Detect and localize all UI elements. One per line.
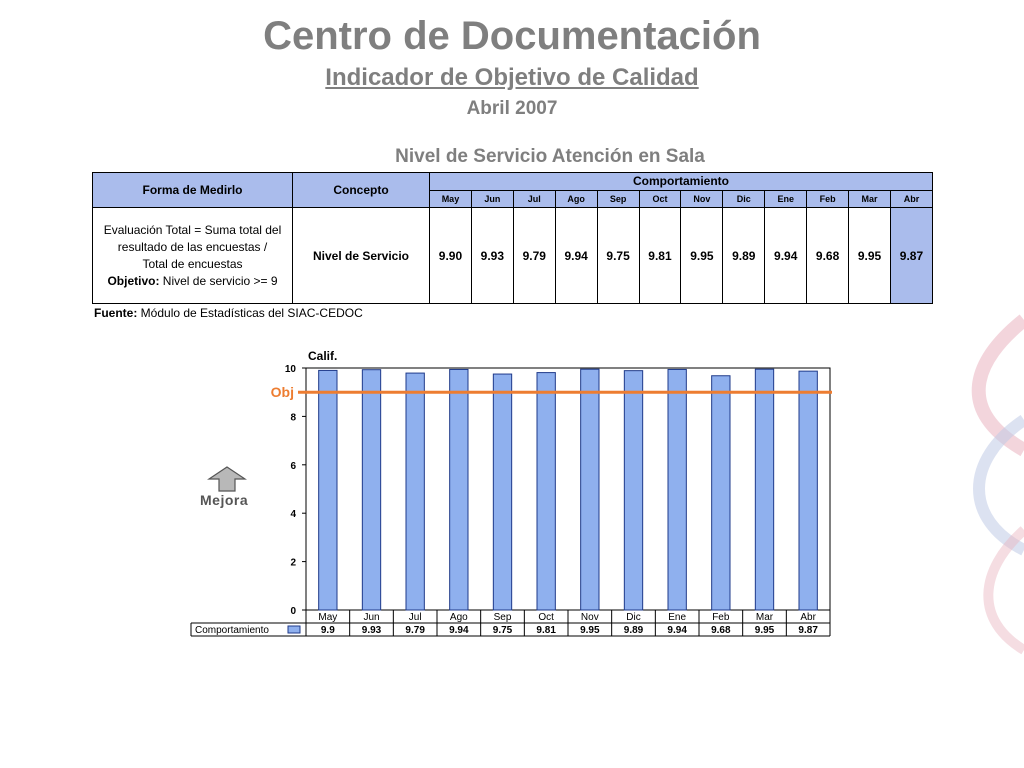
- header-forma: Forma de Medirlo: [93, 173, 293, 208]
- month-header: Jun: [471, 190, 513, 208]
- report-period: Abril 2007: [466, 98, 558, 119]
- data-label: 9.75: [492, 625, 513, 636]
- data-label: 9.94: [449, 625, 469, 636]
- y-tick-label: 2: [290, 557, 296, 569]
- x-tick-label: May: [318, 612, 338, 623]
- y-tick-label: 6: [290, 460, 296, 472]
- source-text: Módulo de Estadísticas del SIAC-CEDOC: [137, 306, 363, 320]
- x-tick-label: Dic: [626, 612, 641, 623]
- y-tick-label: 4: [290, 509, 296, 521]
- value-cell: 9.95: [681, 208, 723, 304]
- value-cell: 9.93: [471, 208, 513, 304]
- value-cell: 9.90: [430, 208, 472, 304]
- page-subtitle: Indicador de Objetivo de Calidad: [325, 64, 699, 91]
- x-tick-label: Oct: [538, 612, 554, 623]
- bar: [537, 373, 555, 610]
- bar: [319, 370, 337, 610]
- bar: [799, 371, 817, 610]
- value-cell-current: 9.87: [890, 208, 932, 304]
- objetivo-label: Objetivo:: [107, 273, 160, 288]
- value-cell: 9.79: [513, 208, 555, 304]
- bar: [406, 373, 424, 610]
- data-label: 9.95: [580, 625, 600, 636]
- mejora-label: Mejora: [200, 492, 249, 508]
- data-label: 9.9: [320, 625, 335, 636]
- bar: [493, 374, 511, 610]
- value-cell: 9.94: [765, 208, 807, 304]
- month-header: Ene: [765, 190, 807, 208]
- data-label: 9.79: [405, 625, 425, 636]
- objective-label: Obj: [270, 384, 294, 401]
- decorative-swoosh: [934, 300, 1024, 660]
- month-header: Nov: [681, 190, 723, 208]
- x-tick-label: Mar: [755, 612, 774, 623]
- value-cell: 9.94: [555, 208, 597, 304]
- forma-description: [93, 208, 293, 304]
- month-header: Dic: [723, 190, 765, 208]
- bar: [755, 369, 773, 610]
- y-tick-label: 0: [290, 606, 296, 617]
- month-header: Abr: [890, 190, 932, 208]
- table-title: Nivel de Servicio Atención en Sala: [395, 146, 705, 167]
- value-cell: 9.75: [597, 208, 639, 304]
- header-concepto: Concepto: [293, 173, 430, 208]
- header-comportamiento: Comportamiento: [430, 173, 933, 191]
- bar: [581, 369, 599, 610]
- bar: [668, 369, 686, 610]
- legend-swatch: [288, 626, 300, 633]
- data-label: 9.93: [361, 625, 382, 636]
- x-tick-label: Sep: [493, 612, 512, 623]
- data-label: 9.95: [754, 625, 775, 636]
- x-tick-label: Jul: [408, 612, 422, 623]
- x-tick-label: Abr: [800, 612, 816, 623]
- y-tick-label: 8: [290, 412, 296, 424]
- x-tick-label: Ene: [668, 612, 687, 623]
- source-note: [94, 306, 363, 320]
- value-cell: 9.81: [639, 208, 681, 304]
- x-tick-label: Jun: [363, 612, 380, 623]
- value-cell: 9.68: [807, 208, 849, 304]
- bar: [712, 376, 730, 610]
- plot-area: [306, 368, 830, 610]
- data-label: 9.68: [711, 625, 731, 636]
- bar: [362, 370, 380, 610]
- forma-line: Total de encuestas: [142, 256, 243, 271]
- bar: [450, 369, 468, 610]
- month-header: Ago: [555, 190, 597, 208]
- month-header: Mar: [849, 190, 891, 208]
- forma-line: resultado de las encuestas /: [117, 239, 268, 254]
- x-tick-label: Nov: [580, 612, 599, 623]
- page-title: Centro de Documentación: [263, 14, 761, 58]
- data-label: 9.87: [798, 625, 818, 636]
- data-label: 9.94: [667, 625, 687, 636]
- month-header: Sep: [597, 190, 639, 208]
- value-cell: 9.95: [849, 208, 891, 304]
- month-header: Jul: [513, 190, 555, 208]
- month-header: May: [430, 190, 472, 208]
- concepto-cell: Nivel de Servicio: [293, 208, 430, 304]
- y-axis-title: Calif.: [308, 349, 338, 363]
- month-header: Oct: [639, 190, 681, 208]
- data-label: 9.81: [536, 625, 556, 636]
- data-label: 9.89: [623, 625, 644, 636]
- bar: [624, 371, 642, 610]
- objetivo-text: Nivel de servicio >= 9: [159, 273, 278, 288]
- bar-chart: [185, 345, 835, 645]
- forma-line: Evaluación Total = Suma total del: [103, 222, 282, 237]
- source-label: Fuente:: [94, 306, 138, 320]
- kpi-table: [92, 172, 933, 304]
- x-tick-label: Ago: [449, 612, 468, 623]
- y-tick-label: 10: [284, 364, 296, 375]
- value-cell: 9.89: [723, 208, 765, 304]
- legend-label: Comportamiento: [195, 625, 269, 636]
- x-tick-label: Feb: [712, 612, 730, 623]
- month-header: Feb: [807, 190, 849, 208]
